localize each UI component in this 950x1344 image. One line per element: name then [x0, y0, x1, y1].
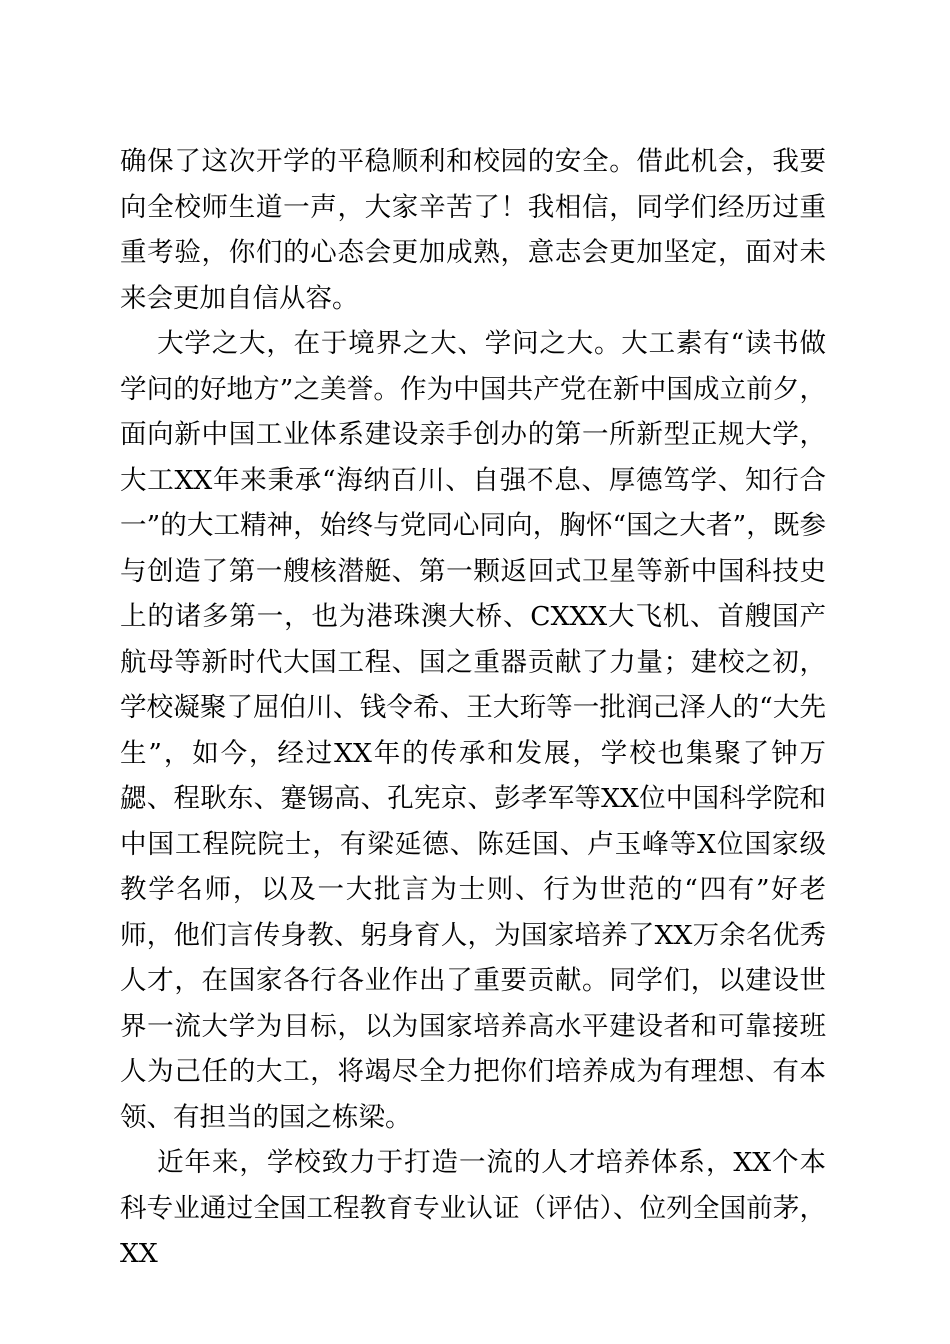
document-body — [120, 139, 826, 1277]
paragraph-2: 大学之大，在于境界之大、学问之大。大工素有“读书做学问的好地方”之美誉。作为中国共产党在新中国成立前夕，面向新中国工业体系建设亲手创办的第一所新型正规大学，大工XX年来秉承“海纳百川、自强不息、厚德笃学、知行合一”的大工精神，始终与党同心同向，胸怀“国之大者”，既参与创造了第一艘核潜艇、第一颗返回式卫星等新中国科技史上的诸多第一，也为港珠澳大桥、CXXX大飞机、首艘国产航母等新时代大国工程、国之重器贡献了力量；建校之初，学校凝聚了屈伯川、钱令希、王大珩等一批润己泽人的“大先生”，如今，经过XX年的传承和发展，学校也集聚了钟万勰、程耿东、蹇锡高、孔宪京、彭孝军等XX位中国科学院和中国工程院院士，有梁延德、陈廷国、卢玉峰等X位国家级教学名师，以及一大批言为士则、行为世范的“四有”好老师，他们言传身教、躬身育人，为国家培养了XX万余名优秀人才，在国家各行各业作出了重要贡献。同学们，以建设世界一流大学为目标，以为国家培养高水平建设者和可靠接班人为己任的大工，将竭尽全力把你们培养成为有理想、有本领、有担当的国之栋梁。 — [120, 328, 826, 1133]
paragraph-1: 确保了这次开学的平稳顺利和校园的安全。借此机会，我要向全校师生道一声，大家辛苦了！我相信，同学们经历过重重考验，你们的心态会更加成熟，意志会更加坚定，面对未来会更加自信从容。 — [120, 146, 826, 314]
paragraph-3: 近年来，学校致力于打造一流的人才培养体系，XX个本科专业通过全国工程教育专业认证（评估）、位列全国前茅，XX — [120, 1147, 826, 1269]
